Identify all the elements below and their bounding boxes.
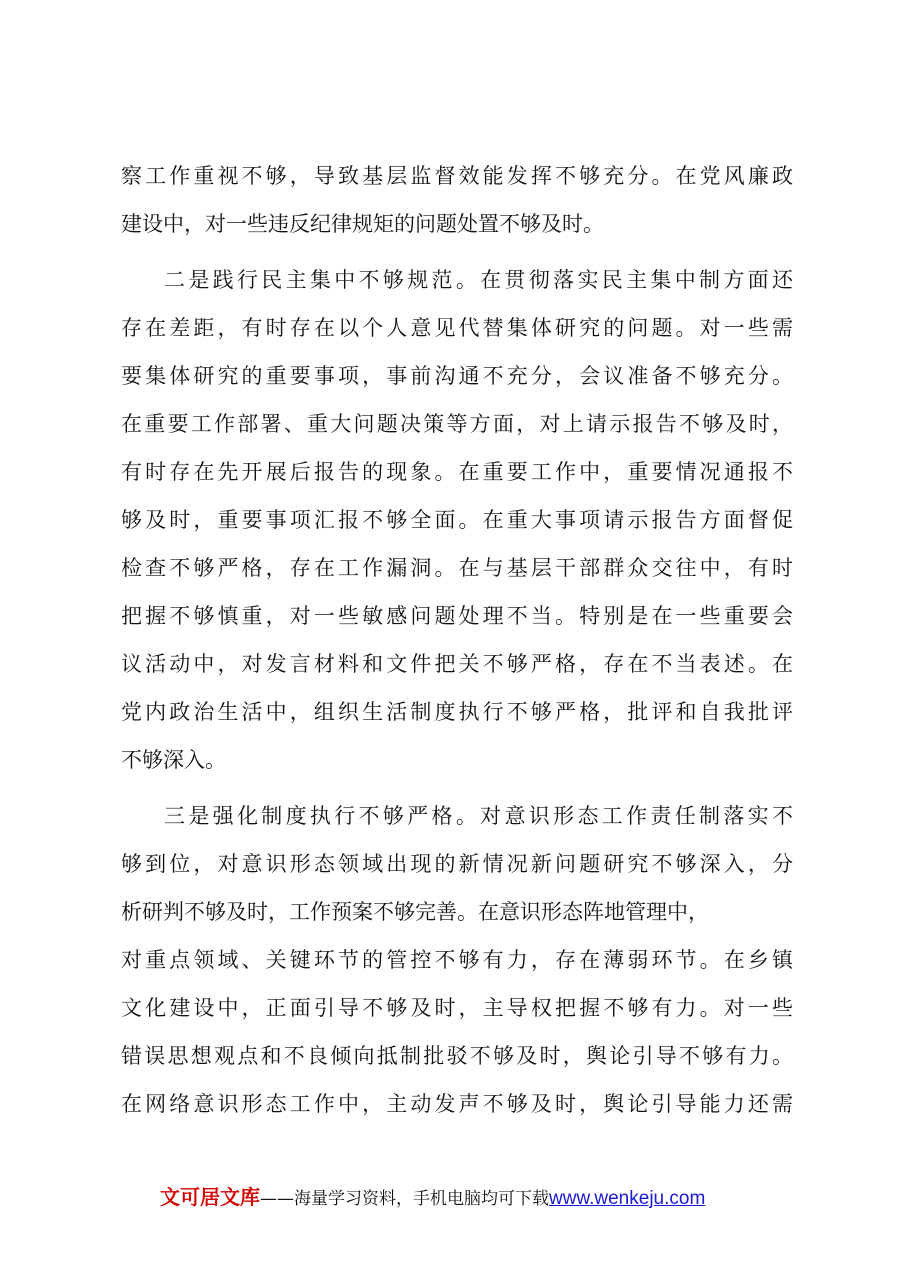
footer-slogan: 海量学习资料，手机电脑均可下载 — [294, 1189, 549, 1209]
paragraph-line: 文化建设中，正面引导不够及时，主导权把握不够有力。对一些 — [121, 996, 793, 1020]
paragraph-line: 对重点领域、关键环节的管控不够有力，存在薄弱环节。在乡镇 — [121, 948, 793, 972]
brand-name: 文可居文库 — [160, 1185, 260, 1209]
paragraph-line: 存在差距，有时存在以个人意见代替集体研究的问题。对一些需 — [121, 316, 793, 340]
paragraph-line: 察工作重视不够，导致基层监督效能发挥不够充分。在党风廉政 — [121, 164, 793, 188]
paragraph-line: 二是践行民主集中不够规范。在贯彻落实民主集中制方面还 — [164, 268, 793, 292]
paragraph-line: 错误思想观点和不良倾向抵制批驳不够及时，舆论引导不够有力。 — [121, 1044, 793, 1068]
paragraph-line: 不够深入。 — [121, 748, 226, 772]
paragraph-line: 在网络意识形态工作中，主动发声不够及时，舆论引导能力还需 — [121, 1092, 793, 1116]
paragraph-line: 党内政治生活中，组织生活制度执行不够严格，批评和自我批评 — [121, 700, 793, 724]
paragraph-line: 有时存在先开展后报告的现象。在重要工作中，重要情况通报不 — [121, 460, 793, 484]
footer-banner — [160, 1182, 780, 1212]
document-body — [121, 152, 793, 1128]
paragraph-3 — [121, 792, 793, 1128]
paragraph-2 — [121, 256, 793, 784]
paragraph-line: 要集体研究的重要事项，事前沟通不充分，会议准备不够充分。 — [121, 364, 793, 388]
paragraph-1 — [121, 152, 793, 248]
paragraph-line: 检查不够严格，存在工作漏洞。在与基层干部群众交往中，有时 — [121, 556, 793, 580]
footer-dash: —— — [260, 1189, 294, 1209]
website-link[interactable]: www.wenkeju.com — [549, 1188, 706, 1209]
paragraph-line: 把握不够慎重，对一些敏感问题处理不当。特别是在一些重要会 — [121, 604, 793, 628]
paragraph-line: 够及时，重要事项汇报不够全面。在重大事项请示报告方面督促 — [121, 508, 793, 532]
paragraph-line: 够到位，对意识形态领域出现的新情况新问题研究不够深入，分 — [121, 852, 793, 876]
paragraph-line: 在重要工作部署、重大问题决策等方面，对上请示报告不够及时， — [121, 412, 793, 436]
paragraph-line: 建设中，对一些违反纪律规矩的问题处置不够及时。 — [121, 212, 604, 236]
paragraph-line: 议活动中，对发言材料和文件把关不够严格，存在不当表述。在 — [121, 652, 793, 676]
paragraph-line: 三是强化制度执行不够严格。对意识形态工作责任制落实不 — [164, 804, 793, 828]
paragraph-line: 析研判不够及时，工作预案不够完善。在意识形态阵地管理中， — [121, 900, 709, 924]
